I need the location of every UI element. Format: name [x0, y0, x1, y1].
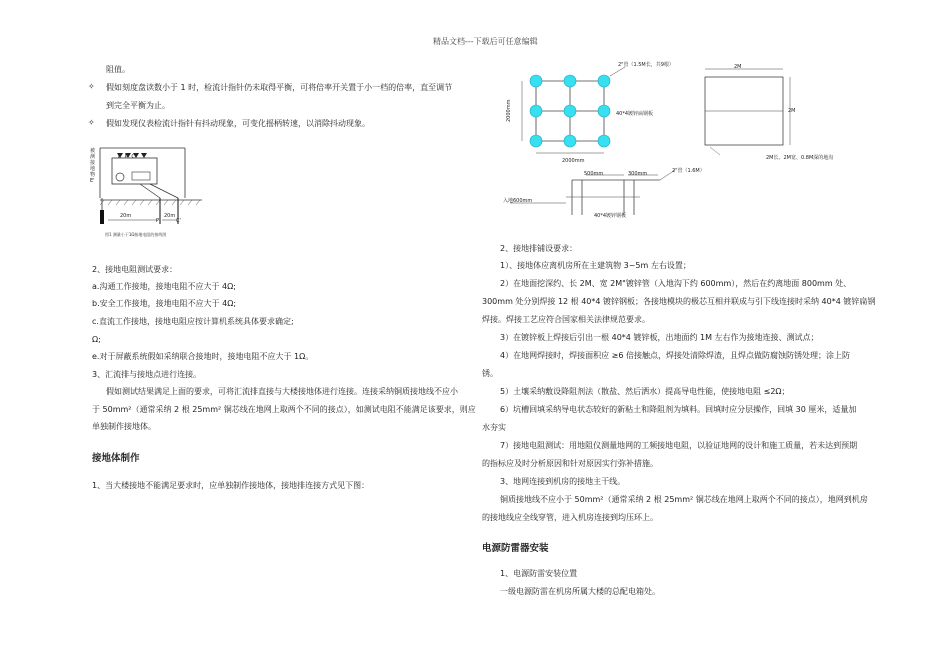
bullet-text-1: 假如刻度盘读数小于 1 时，检流计指针仍未取得平衡，可将倍率开关置于小一档的倍率，直至调节 [106, 83, 453, 92]
text-continuation: 阻值。 [106, 65, 130, 74]
paragraph-line: 假如测试结果满足上面的要求，可将汇流排直接与大楼接地体进行连接。连接采纳铜质接地线不应小 [106, 387, 458, 396]
requirement-2-cont: 焊接。焊接工艺应符合国家相关法律规范要求。 [482, 315, 650, 324]
figure-dim-2000-vertical: 2000mm [506, 99, 512, 122]
requirement-d: Ω; [92, 335, 101, 344]
section-3-title-right: 3、地网连接到机房的接地主干线。 [500, 477, 626, 486]
bullet-icon: ✧ [88, 82, 95, 91]
requirement-3: 3）在镀锌板上焊接后引出一根 40*4 镀锌板，出地面约 1M 左右作为接地连接、测试点； [500, 333, 819, 342]
surge-item-2: 一级电源防雷在机房所属大楼的总配电箱处。 [500, 587, 660, 596]
figure-dim-1: 20m [120, 213, 132, 219]
surge-item-1: 1、电源防雷安装位置 [500, 569, 578, 578]
requirement-2: 2）在地面挖深约、长 2M、宽 2M"镀锌管（入地沟下约 600mm），然后在约离地面 800mm 处、 [500, 279, 852, 288]
requirement-a: a.沟通工作接地，接地电阻不应大于 4Ω; [92, 282, 236, 291]
requirement-c: c.直流工作接地，接地电阻应按计算机系统具体要求确定; [92, 317, 294, 326]
figure-pipe-label: 2"管（1.5M长，共9根） [618, 62, 674, 68]
figure-dim-2000-horizontal: 2000mm [562, 158, 585, 164]
figure-caption: 图1 测量小于1Ω接地电阻的接线图 [105, 232, 167, 237]
bullet-text-1-cont: 到完全平衡为止。 [106, 101, 170, 110]
figure-point-p: P' [156, 218, 161, 224]
figure-box-height: 2M [788, 108, 796, 114]
requirement-6: 6）坑槽回填采纳导电状态较好的新粘土和降阻剂为填料。回填时应分层操作，回填 30 厘米，适量加 [500, 405, 857, 414]
paragraph-line: 的接地线应全线穿管，进入机房连接到均压环上。 [482, 513, 658, 522]
figure-depth-label: 入地600mm [503, 198, 533, 204]
requirement-7: 7）接地电阻测试：用地阻仪测量地网的工频接地电阻，以验证地网的设计和施工质量，若未达到预期 [500, 441, 858, 450]
requirement-7-cont: 的指标应及时分析原因和针对原因实行弥补措施。 [482, 459, 658, 468]
heading-grounding: 接地体制作 [92, 453, 140, 464]
requirement-1: 1）、接地体应离机房所在主建筑物 3~5m 左右设置； [500, 261, 691, 270]
bullet-icon: ✧ [88, 118, 95, 127]
paragraph-line: 铜质接地线不应小于 50mm²（通常采纳 2 根 25mm² 铜芯线在地网上取两个不同的接点），地网到机房 [500, 495, 868, 504]
figure-dim-300: 300mm [628, 171, 648, 177]
figure-box-caption: 2M长、2M宽、0.8M深的地沟 [766, 155, 834, 161]
bullet-text-2: 假如发现仪表检流计指针有抖动现象，可变化摇柄转速，以消除抖动现象。 [106, 119, 370, 128]
laying-requirements-title: 2、接地排铺设要求： [500, 244, 578, 253]
figure-box-width: 2M [734, 64, 742, 70]
figure-grounding-grid [500, 55, 800, 235]
figure-test-wiring [90, 140, 210, 240]
requirement-6-cont: 水夯实 [482, 423, 506, 432]
requirement-4-cont: 锈。 [482, 369, 498, 378]
requirement-2-cont: 300mm 处分别焊接 12 根 40*4 镀锌钢板；各接地模块的极芯互相并联成与引下线连接时采纳 40*4 镀锌扁钢 [482, 297, 876, 306]
heading-surge-protection: 电源防雷器安装 [482, 543, 549, 554]
figure-pipe-label-2: 2"管（1.6M） [672, 168, 705, 174]
figure-side-label: 被测接地物E' [90, 148, 96, 184]
requirement-e: e.对于屏蔽系统假如采纳联合接地时，接地电阻不应大于 1Ω。 [92, 352, 314, 361]
figure-tester-letters: E P C [118, 154, 136, 160]
requirement-b: b.安全工作接地，接地电阻不应大于 4Ω; [92, 299, 237, 308]
section-2-title: 2、接地电阻测试要求： [92, 265, 178, 274]
requirement-4: 4）在地网焊接时，焊接面积应 ≥6 倍接触点，焊接处清除焊渣，且焊点做防腐蚀防锈处理；涂上防 [500, 351, 850, 360]
paragraph-line: 单独制作接地体。 [92, 422, 156, 431]
requirement-5: 5）土壤采纳敷设降阻剂法（散盐、然后洒水）提高导电性能，使接地电阻 ≤2Ω； [500, 387, 790, 396]
figure-steel-label-2: 40*4镀锌钢板 [594, 213, 627, 219]
figure-point-c: C' [176, 218, 181, 224]
section-3-title: 3、汇流排与接地点进行连接。 [92, 370, 202, 379]
grounding-item-1: 1、当大楼接地不能满足要求时，应单独制作接地体，接地排连接方式见下图： [92, 481, 370, 490]
paragraph-line: 于 50mm²（通常采纳 2 根 25mm² 铜芯线在地网上取两个不同的接点），如测试电阻不能满足该要求，则应 [92, 405, 476, 414]
figure-steel-label: 40*4镀锌扁钢板 [616, 111, 654, 117]
figure-dim-500: 500mm [584, 171, 604, 177]
figure-dim-2: 20m [164, 213, 176, 219]
page-header: 精品文档---下载后可任意编辑 [433, 37, 538, 46]
